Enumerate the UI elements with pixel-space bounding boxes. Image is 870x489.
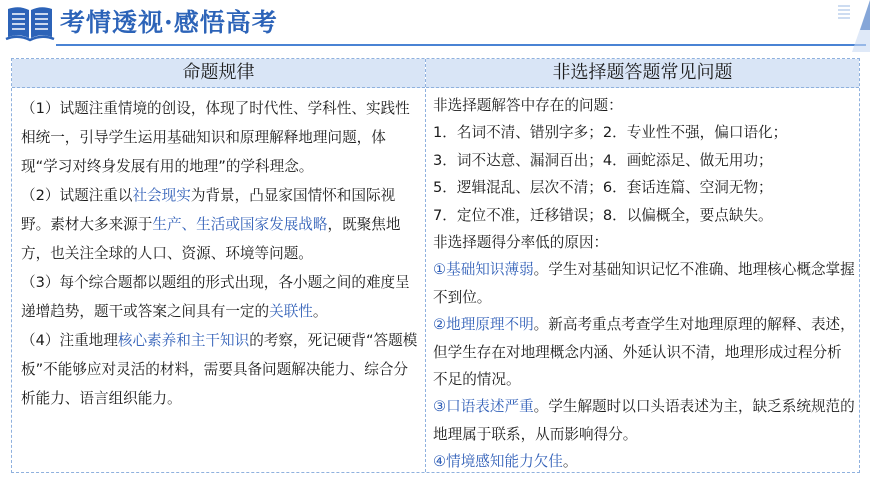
right-paragraph bbox=[433, 147, 855, 174]
highlight-text: ④ bbox=[433, 453, 447, 471]
table-header-right: 非选择题答题常见问题 bbox=[426, 59, 859, 88]
right-paragraph bbox=[433, 448, 855, 475]
right-paragraph bbox=[433, 202, 855, 229]
book-icon bbox=[4, 3, 56, 43]
highlight-text: 口语表述严重 bbox=[446, 398, 534, 416]
body-text: 非选择题解答中存在的问题： bbox=[433, 97, 623, 114]
body-text: （1）试题注重情境的创设，体现了时代性、学科性、实践性相统一，引导学生运用基础知识和原理解释地理问题，体现“学习对终身发展有用的地理”的学科理念。 bbox=[21, 100, 410, 175]
highlight-text: ② bbox=[433, 316, 447, 334]
right-paragraph bbox=[433, 92, 855, 119]
content-table bbox=[11, 58, 860, 473]
highlight-text: 核心素养和主干知识 bbox=[117, 332, 250, 349]
problems-cell bbox=[433, 92, 855, 476]
table-header-left: 命题规律 bbox=[12, 59, 425, 88]
highlight-text: 社会现实 bbox=[132, 187, 191, 204]
body-text: （3）每个综合题都以题组的形式出现，各小题之间的难度呈递增趋势，题干或答案之间具有一定的 bbox=[21, 274, 410, 320]
body-text: 1．名词不清、错别字多；2．专业性不强，偏口语化； bbox=[433, 124, 788, 142]
rules-cell bbox=[21, 94, 419, 413]
body-text: 。 bbox=[312, 303, 328, 320]
highlight-text: 地理原理不明 bbox=[446, 316, 534, 334]
highlight-text: 关联性 bbox=[269, 303, 313, 320]
body-text: （2）试题注重以 bbox=[21, 187, 133, 204]
highlight-text: ① bbox=[433, 261, 447, 279]
right-paragraph bbox=[433, 256, 855, 311]
body-text: 。学生解题时以口头语表述为主，缺乏系统规范的地理属于联系，从而影响得分。 bbox=[433, 398, 855, 443]
highlight-text: ③ bbox=[433, 398, 447, 416]
body-text: 。新高考重点考查学生对地理原理的解释、表述，但学生存在对地理概念内涵、外延认识不清，地理形成过程分析不足的情况。 bbox=[433, 316, 855, 389]
left-paragraph bbox=[21, 268, 419, 326]
body-text: （4）注重地理 bbox=[21, 332, 118, 349]
body-text: 。 bbox=[562, 453, 578, 471]
slide-header bbox=[0, 0, 870, 48]
highlight-text: 生产、生活或国家发展战略 bbox=[152, 216, 328, 233]
column-divider bbox=[425, 59, 426, 472]
body-text: 3．词不达意、漏洞百出；4．画蛇添足、做无用功； bbox=[433, 151, 773, 169]
right-paragraph bbox=[433, 119, 855, 146]
body-text: 为背景，凸显家国情怀和国际视野。素材大多来源于 bbox=[21, 187, 396, 233]
left-paragraph bbox=[21, 181, 419, 268]
body-text: 7．定位不准，迁移错误；8．以偏概全，要点缺失。 bbox=[433, 206, 773, 224]
right-paragraph bbox=[433, 174, 855, 201]
left-paragraph bbox=[21, 94, 419, 181]
header-divider bbox=[56, 44, 866, 46]
body-text: 的考察，死记硬背“答题模板”不能够应对灵活的材料，需要具备问题解决能力、综合分析能力、语言组织能力。 bbox=[21, 332, 418, 407]
right-paragraph bbox=[433, 229, 855, 256]
corner-decoration bbox=[800, 0, 870, 52]
right-paragraph bbox=[433, 393, 855, 448]
body-text: ，既聚焦地方，也关注全球的人口、资源、环境等问题。 bbox=[21, 216, 401, 262]
left-paragraph bbox=[21, 326, 419, 413]
body-text: 非选择题得分率低的原因： bbox=[433, 234, 609, 252]
highlight-text: 基础知识薄弱 bbox=[446, 261, 534, 279]
body-text: 。学生对基础知识记忆不准确、地理核心概念掌握不到位。 bbox=[433, 261, 855, 306]
body-text: 5．逻辑混乱、层次不清；6．套话连篇、空洞无物； bbox=[433, 179, 773, 197]
page-title: 考情透视·感悟高考 bbox=[60, 8, 278, 37]
right-paragraph bbox=[433, 311, 855, 393]
highlight-text: 情境感知能力欠佳 bbox=[446, 453, 563, 471]
